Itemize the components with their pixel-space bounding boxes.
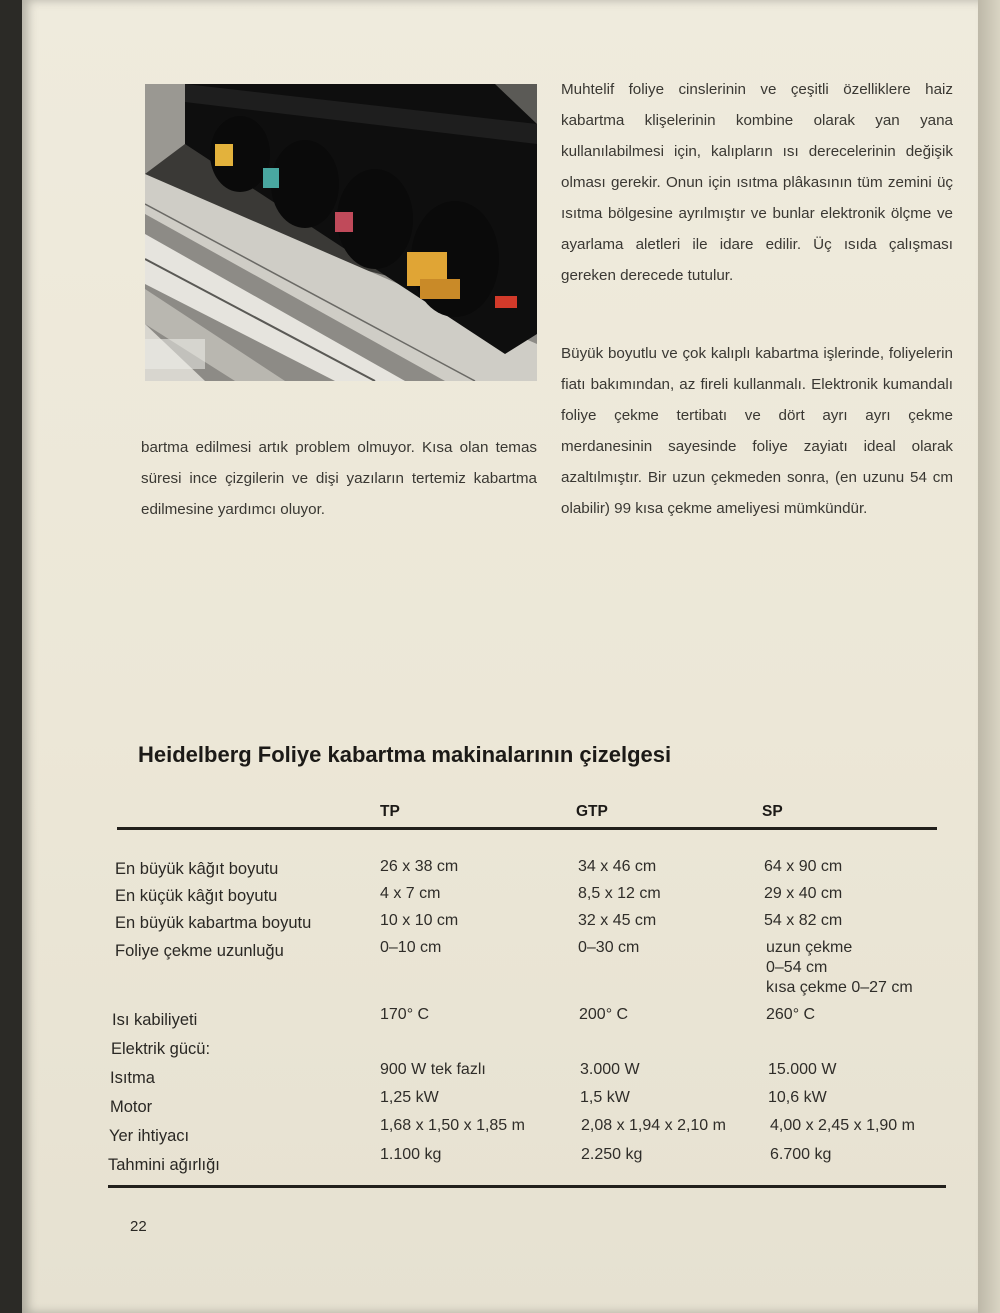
cell-sp-extra: kısa çekme 0–27 cm	[766, 979, 913, 996]
cell-gtp: 32 x 45 cm	[578, 912, 657, 929]
column-header-gtp: GTP	[576, 803, 608, 820]
column-header-tp: TP	[380, 803, 400, 820]
cell-gtp: 0–30 cm	[578, 939, 640, 956]
row-label: En büyük kabartma boyutu	[115, 914, 312, 932]
cell-tp: 900 W tek fazlı	[380, 1061, 486, 1078]
row-label: Tahmini ağırlığı	[108, 1156, 220, 1174]
next-page-edge	[978, 0, 1000, 1313]
row-label: En küçük kâğıt boyutu	[115, 887, 278, 905]
cell-sp: 15.000 W	[768, 1061, 837, 1078]
left-paragraph	[141, 432, 537, 525]
row-label: En büyük kâğıt boyutu	[115, 860, 279, 878]
cell-tp: 1,25 kW	[380, 1089, 439, 1106]
page-number: 22	[130, 1218, 147, 1235]
cell-sp: 64 x 90 cm	[764, 858, 843, 875]
row-label: Elektrik gücü:	[111, 1040, 211, 1058]
table-bottom-rule	[108, 1185, 946, 1188]
cell-gtp: 34 x 46 cm	[578, 858, 657, 875]
cell-sp: 6.700 kg	[770, 1146, 832, 1163]
cell-gtp: 1,5 kW	[580, 1089, 630, 1106]
cell-sp: 54 x 82 cm	[764, 912, 843, 929]
cell-tp: 0–10 cm	[380, 939, 442, 956]
cell-tp: 170° C	[380, 1006, 430, 1023]
machine-photo	[145, 84, 537, 381]
cell-sp: 29 x 40 cm	[764, 885, 843, 902]
cell-gtp: 8,5 x 12 cm	[578, 885, 661, 902]
cell-tp: 1.100 kg	[380, 1146, 442, 1163]
cell-gtp: 3.000 W	[580, 1061, 640, 1078]
page	[22, 0, 980, 1313]
cell-sp: 4,00 x 2,45 x 1,90 m	[770, 1117, 915, 1134]
left-paragraph-text: bartma edilmesi artık problem olmuyor. Kısa olan temas süresi ince çizgilerin ve dişi yazıların tertemiz kabartma edilmesine yardımcı oluyor.	[141, 439, 537, 518]
cell-tp: 26 x 38 cm	[380, 858, 459, 875]
cell-tp: 4 x 7 cm	[380, 885, 441, 902]
cell-sp-extra: 0–54 cm	[766, 959, 828, 976]
cell-gtp: 200° C	[579, 1006, 629, 1023]
cell-sp: uzun çekme	[766, 939, 853, 956]
cell-gtp: 2,08 x 1,94 x 2,10 m	[581, 1117, 726, 1134]
cell-tp: 1,68 x 1,50 x 1,85 m	[380, 1117, 525, 1134]
column-header-sp: SP	[762, 803, 783, 820]
right-paragraph-1	[561, 74, 953, 291]
cell-gtp: 2.250 kg	[581, 1146, 643, 1163]
row-label: Yer ihtiyacı	[109, 1127, 190, 1145]
row-label: Isıtma	[110, 1069, 155, 1087]
right-paragraph-2-text: Büyük boyutlu ve çok kalıplı kabartma işlerinde, foliyelerin fiatı bakımından, az fireli kullanmalı. Elektronik kumandalı foliye çekme tertibatı ve dört ayrı ayrı çekme merdanesinin sayesinde foliye zayiatı ideal olarak azaltılmıştır. Bir uzun çekmeden sonra, (en uzunu 54 cm olabilir) 99 kısa çekme ameliyesi mümkündür.	[561, 345, 953, 517]
right-paragraph-1-text: Muhtelif foliye cinslerinin ve çeşitli özelliklere haiz kabartma klişelerinin kombine olarak yan yana kullanılabilmesi için, kalıpların ısı derecelerinin değişik olması gerekir. Onun için ısıtma plâkasının tüm zemini üç ısıtma bölgesine ayrılmıştır ve bunlar elektronik ölçme ve ayarlama aletleri ile idare edilir. Üç ısıda çalışması gereken derecede tutulur.	[561, 81, 953, 284]
row-label: Isı kabiliyeti	[112, 1011, 198, 1029]
cell-sp: 260° C	[766, 1006, 816, 1023]
row-label: Motor	[110, 1098, 153, 1116]
right-paragraph-2	[561, 338, 953, 524]
cell-sp: 10,6 kW	[768, 1089, 827, 1106]
cell-tp: 10 x 10 cm	[380, 912, 459, 929]
row-label: Foliye çekme uzunluğu	[115, 942, 284, 960]
table-top-rule	[117, 827, 937, 830]
table-title: Heidelberg Foliye kabartma makinalarının çizelgesi	[138, 742, 672, 767]
